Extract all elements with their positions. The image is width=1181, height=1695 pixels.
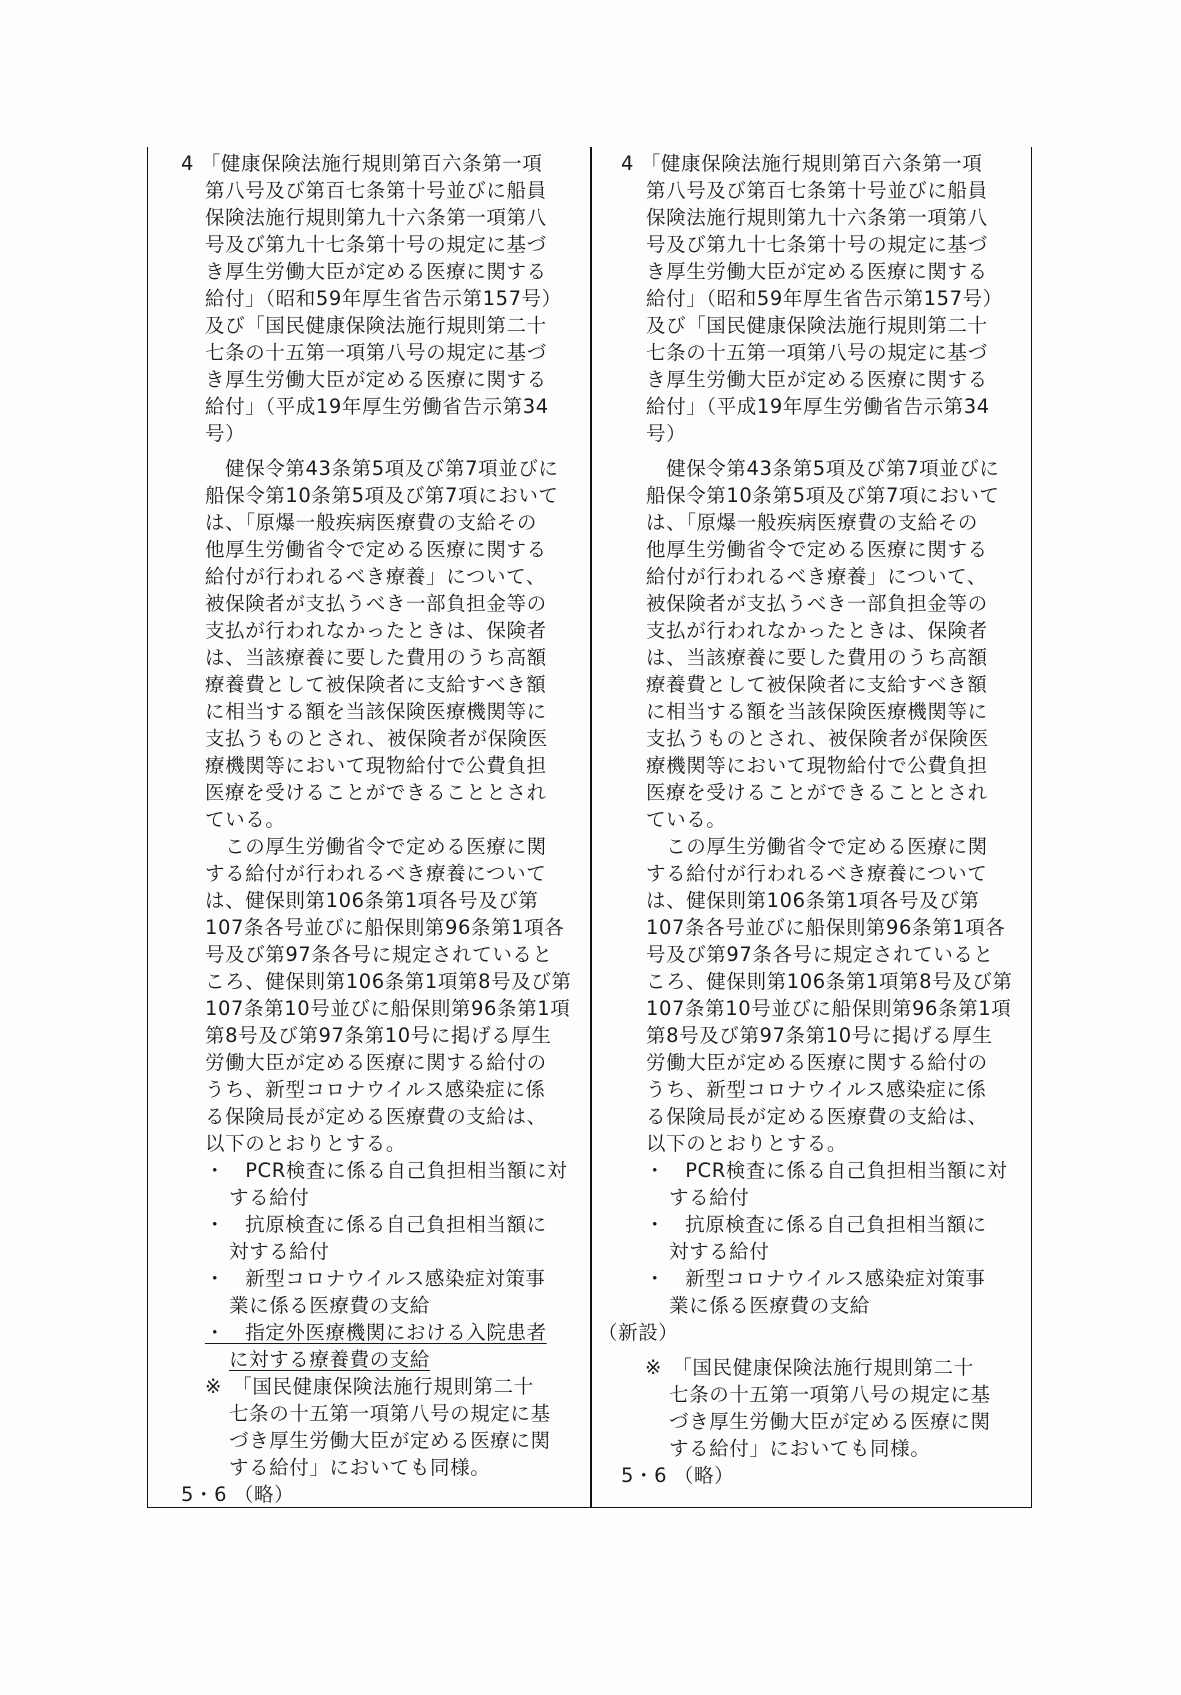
text-line: する給付: [229, 1186, 310, 1209]
text-line: 給付」（昭和59年厚生省告示第157号）: [205, 287, 562, 310]
text-line: 七条の十五第一項第八号の規定に基づ: [205, 341, 547, 364]
text-line: 107条第10号並びに船保則第96条第1項: [205, 997, 571, 1020]
text-line: [181, 447, 581, 455]
text-line: する給付が行われるべき療養について: [205, 862, 547, 885]
text-line: 号及び第九十七条第十号の規定に基づ: [646, 233, 988, 256]
text-line: 第8号及び第97条第10号に掲げる厚生: [205, 1024, 552, 1047]
text-line: 健保令第43条第5項及び第7項並びに: [205, 457, 559, 480]
text-line: 107条第10号並びに船保則第96条第1項: [646, 997, 1012, 1020]
text-line: 号及び第97条各号に規定されていると: [205, 943, 553, 966]
text-line: 以下のとおりとする。: [646, 1132, 848, 1155]
text-line: 療機関等において現物給付で公費負担: [646, 754, 988, 777]
text-line: する給付」においても同様。: [229, 1456, 491, 1479]
text-line: 号及び第97条各号に規定されていると: [646, 943, 994, 966]
text-line: 対する給付: [669, 1240, 770, 1263]
text-line: 船保令第10条第5項及び第7項において: [646, 484, 1000, 507]
text-line: ・ 指定外医療機関における入院患者: [205, 1321, 547, 1344]
text-line: 5・6 （略）: [181, 1483, 295, 1506]
text-line: 及び「国民健康保険法施行規則第二十: [646, 314, 988, 337]
text-line: ・ 抗原検査に係る自己負担相当額に: [205, 1213, 547, 1236]
text-line: る保険局長が定める医療費の支給は、: [205, 1105, 547, 1128]
text-line: [621, 447, 1026, 455]
text-line: は、健保則第106条第1項各号及び第: [205, 889, 539, 912]
text-line: ※ 「国民健康保険法施行規則第二十: [645, 1356, 974, 1379]
text-line: は、健保則第106条第1項各号及び第: [646, 889, 980, 912]
text-line: き厚生労働大臣が定める医療に関する: [205, 260, 547, 283]
text-line: 療養費として被保険者に支給すべき額: [205, 673, 547, 696]
text-line: き厚生労働大臣が定める医療に関する: [646, 368, 988, 391]
text-line: 他厚生労働省令で定める医療に関する: [646, 538, 988, 561]
text-line: 業に係る医療費の支給: [229, 1294, 431, 1317]
text-line: 及び「国民健康保険法施行規則第二十: [205, 314, 547, 337]
text-line: 保険法施行規則第九十六条第一項第八: [205, 206, 547, 229]
text-line: する給付が行われるべき療養について: [646, 862, 988, 885]
text-line: 療養費として被保険者に支給すべき額: [646, 673, 988, 696]
left-column-revised-text: [181, 150, 581, 1508]
text-line: 4 「健康保険法施行規則第百六条第一項: [181, 152, 543, 175]
text-line: 七条の十五第一項第八号の規定に基づ: [646, 341, 988, 364]
text-line: 号）: [205, 422, 246, 445]
text-line: 被保険者が支払うべき一部負担金等の: [205, 592, 547, 615]
text-line: 給付が行われるべき療養」について、: [205, 565, 546, 588]
text-line: ・ PCR検査に係る自己負担相当額に対: [205, 1159, 568, 1182]
text-line: 支払うものとされ、被保険者が保険医: [205, 727, 548, 750]
text-line: 第八号及び第百七条第十号並びに船員: [646, 179, 988, 202]
text-line: うち、新型コロナウイルス感染症に係: [646, 1078, 987, 1101]
text-line: この厚生労働省令で定める医療に関: [646, 835, 988, 858]
text-line: 第8号及び第97条第10号に掲げる厚生: [646, 1024, 993, 1047]
text-line: 健保令第43条第5項及び第7項並びに: [646, 457, 1000, 480]
text-line: 医療を受けることができることとされ: [646, 781, 988, 804]
text-line: 支払が行われなかったときは、保険者: [646, 619, 988, 642]
text-line: する給付」においても同様。: [669, 1437, 931, 1460]
right-column-current-text: [598, 150, 1026, 1489]
text-line: に相当する額を当該保険医療機関等に: [646, 700, 988, 723]
text-line: 医療を受けることができることとされ: [205, 781, 547, 804]
column-divider: [590, 147, 592, 1508]
text-line: する給付: [669, 1186, 750, 1209]
text-line: 船保令第10条第5項及び第7項において: [205, 484, 559, 507]
text-line: る保険局長が定める医療費の支給は、: [646, 1105, 988, 1128]
text-line: は、当該療養に要した費用のうち高額: [646, 646, 988, 669]
text-line: 5・6 （略）: [621, 1464, 735, 1487]
text-line: 107条各号並びに船保則第96条第1項各: [646, 916, 1006, 939]
text-line: ている。: [646, 808, 727, 831]
text-line: 給付が行われるべき療養」について、: [646, 565, 987, 588]
text-line: [621, 1346, 1026, 1354]
text-line: ている。: [205, 808, 286, 831]
text-line: 七条の十五第一項第八号の規定に基: [669, 1383, 991, 1406]
text-line: 被保険者が支払うべき一部負担金等の: [646, 592, 988, 615]
text-line: 107条各号並びに船保則第96条第1項各: [205, 916, 565, 939]
text-line: ・ 新型コロナウイルス感染症対策事: [645, 1267, 986, 1290]
text-line: 4 「健康保険法施行規則第百六条第一項: [621, 152, 983, 175]
text-line: 号）: [646, 422, 687, 445]
text-line: き厚生労働大臣が定める医療に関する: [646, 260, 988, 283]
text-line: ・ 新型コロナウイルス感染症対策事: [205, 1267, 546, 1290]
text-line: 給付」（平成19年厚生労働省告示第34: [205, 395, 549, 418]
text-line: は、当該療養に要した費用のうち高額: [205, 646, 547, 669]
text-line: 対する給付: [229, 1240, 330, 1263]
text-line: 七条の十五第一項第八号の規定に基: [229, 1402, 551, 1425]
text-line: ころ、健保則第106条第1項第8号及び第: [205, 970, 572, 993]
text-line: は、「原爆一般疾病医療費の支給その: [646, 511, 978, 534]
text-line: 労働大臣が定める医療に関する給付の: [646, 1051, 988, 1074]
text-line: 支払うものとされ、被保険者が保険医: [646, 727, 989, 750]
text-line: き厚生労働大臣が定める医療に関する: [205, 368, 547, 391]
text-line: 第八号及び第百七条第十号並びに船員: [205, 179, 547, 202]
text-line: は、「原爆一般疾病医療費の支給その: [205, 511, 537, 534]
text-line: 給付」（昭和59年厚生省告示第157号）: [646, 287, 1003, 310]
text-line: 号及び第九十七条第十号の規定に基づ: [205, 233, 547, 256]
text-line: 以下のとおりとする。: [205, 1132, 407, 1155]
text-line: この厚生労働省令で定める医療に関: [205, 835, 547, 858]
text-line: 支払が行われなかったときは、保険者: [205, 619, 547, 642]
text-line: に相当する額を当該保険医療機関等に: [205, 700, 547, 723]
text-line: に対する療養費の支給: [229, 1348, 431, 1371]
text-line: 労働大臣が定める医療に関する給付の: [205, 1051, 547, 1074]
text-line: 他厚生労働省令で定める医療に関する: [205, 538, 547, 561]
new-provision-label: （新設）: [598, 1321, 679, 1344]
text-line: ※ 「国民健康保険法施行規則第二十: [205, 1375, 534, 1398]
text-line: ・ 抗原検査に係る自己負担相当額に: [645, 1213, 987, 1236]
text-line: 保険法施行規則第九十六条第一項第八: [646, 206, 988, 229]
text-line: ころ、健保則第106条第1項第8号及び第: [646, 970, 1013, 993]
text-line: 業に係る医療費の支給: [669, 1294, 871, 1317]
text-line: づき厚生労働大臣が定める医療に関: [229, 1429, 551, 1452]
text-line: ・ PCR検査に係る自己負担相当額に対: [645, 1159, 1008, 1182]
text-line: うち、新型コロナウイルス感染症に係: [205, 1078, 546, 1101]
text-line: づき厚生労働大臣が定める医療に関: [669, 1410, 991, 1433]
text-line: 療機関等において現物給付で公費負担: [205, 754, 547, 777]
text-line: 給付」（平成19年厚生労働省告示第34: [646, 395, 990, 418]
